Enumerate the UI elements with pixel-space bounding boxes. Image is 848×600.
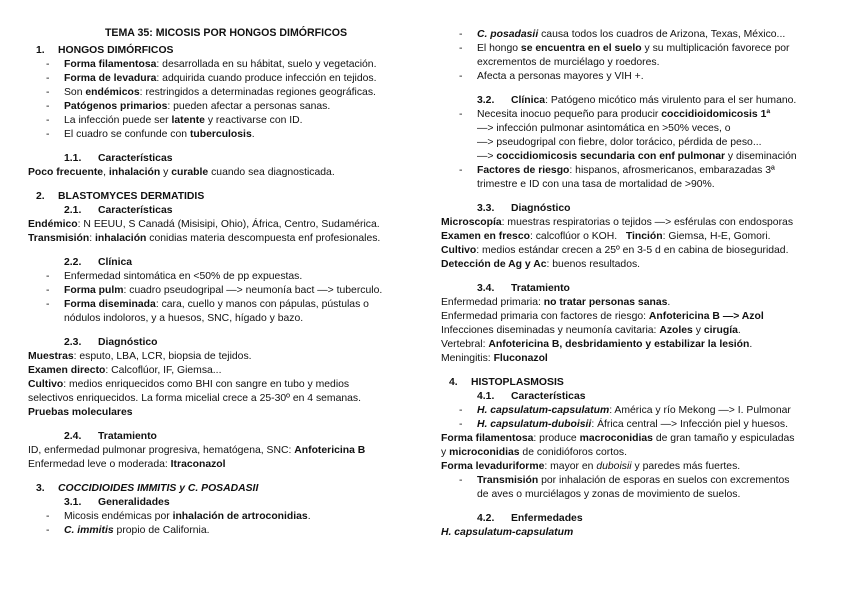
paragraph: Poco frecuente, inhalación y curable cuando sea diagnosticada.	[28, 167, 335, 178]
list-item: - H. capsulatum-duboisii: África central —> Infección piel y huesos.	[459, 419, 788, 430]
subsection-2-2-heading: 2.2. Clínica	[64, 257, 133, 268]
right-column	[441, 28, 829, 540]
subsection-3-2-heading: 3.2. Clínica: Patógeno micótico más virulento para el ser humano.	[477, 95, 797, 106]
subsection-4-2-heading: 4.2. Enfermedades	[477, 513, 583, 524]
subsection-2-4-heading: 2.4. Tratamiento	[64, 431, 157, 442]
paragraph: Endémico: N EEUU, S Canadá (Misisipi, Ohio), África, Centro, Sudamérica.	[28, 219, 380, 230]
subsection-4-1-heading: 4.1. Características	[477, 391, 586, 402]
list-item: - Factores de riesgo: hispanos, afrosmericanos, embarazadas 3ª trimestre e ID con una tasa de mortalidad de >90%.	[459, 165, 775, 190]
list-item: - Afecta a personas mayores y VIH +.	[459, 71, 644, 82]
paragraph: Examen directo: Calcoflúor, IF, Giemsa...	[28, 365, 222, 376]
paragraph: Detección de Ag y Ac: buenos resultados.	[441, 259, 641, 270]
paragraph: Pruebas moleculares	[28, 407, 133, 418]
paragraph: Infecciones diseminadas y neumonía cavitaria: Azoles y cirugía.	[441, 325, 741, 336]
list-item: - La infección puede ser latente y reactivarse con ID.	[46, 115, 303, 126]
paragraph: ID, enfermedad pulmonar progresiva, hematógena, SNC: Anfotericina B	[28, 445, 366, 456]
paragraph: Enfermedad primaria: no tratar personas sanas.	[441, 297, 671, 308]
paragraph: Examen en fresco: calcoflúor o KOH. Tinción: Giemsa, H-E, Gomori.	[441, 231, 771, 242]
section-4-heading: 4. HISTOPLASMOSIS	[449, 377, 564, 388]
list-item: - Forma filamentosa: desarrollada en su hábitat, suelo y vegetación.	[46, 59, 377, 70]
paragraph: Muestras: esputo, LBA, LCR, biopsia de tejidos.	[28, 351, 252, 362]
subsection-3-4-heading: 3.4. Tratamiento	[477, 283, 570, 294]
paragraph: Cultivo: medios enriquecidos como BHI con sangre en tubo y medios selectivos enriquecidos. La forma micelial crece a 25-30º en 4 semanas.	[28, 379, 361, 404]
left-column	[28, 26, 424, 538]
paragraph: Forma filamentosa: produce macroconidias de gran tamaño y espiculadas y microconidias de conidióforos cortos.	[441, 433, 795, 458]
subsection-2-3-heading: 2.3. Diagnóstico	[64, 337, 158, 348]
subsection-3-1-heading: 3.1. Generalidades	[64, 497, 170, 508]
paragraph: Enfermedad primaria con factores de riesgo: Anfotericina B —> Azol	[441, 311, 764, 322]
list-item: - Enfermedad sintomática en <50% de pp expuestas.	[46, 271, 303, 282]
section-1-heading: 1. HONGOS DIMÓRFICOS	[36, 45, 174, 56]
paragraph: Vertebral: Anfotericina B, desbridamiento y estabilizar la lesión.	[441, 339, 753, 350]
list-item: - El hongo se encuentra en el suelo y su multiplicación favorece por excrementos de murciélago y roedores.	[459, 43, 790, 68]
section-3-heading: 3. COCCIDIOIDES IMMITIS y C. POSADASII	[36, 483, 259, 494]
list-item: - Transmisión por inhalación de esporas en suelos con excrementos de aves o murciélagos y zonas de movimiento de suelos.	[459, 475, 790, 500]
document-title: TEMA 35: MICOSIS POR HONGOS DIMÓRFICOS	[104, 27, 348, 39]
paragraph: Microscopía: muestras respiratorias o tejidos —> esférulas con endosporas	[441, 217, 794, 228]
list-item: - Micosis endémicas por inhalación de artroconidias.	[46, 511, 311, 522]
list-item: - C. posadasii causa todos los cuadros de Arizona, Texas, México...	[459, 29, 786, 40]
list-item: - El cuadro se confunde con tuberculosis.	[46, 129, 255, 140]
list-item: - Forma pulm: cuadro pseudogripal —> neumonía bact —> tuberculo.	[46, 285, 383, 296]
paragraph: H. capsulatum-capsulatum	[441, 527, 574, 538]
paragraph: Transmisión: inhalación conidias materia descompuesta enf profesionales.	[28, 233, 381, 244]
list-item: - H. capsulatum-capsulatum: América y río Mekong —> I. Pulmonar	[459, 405, 791, 416]
paragraph: Enfermedad leve o moderada: Itraconazol	[28, 459, 226, 470]
list-item: - Son endémicos: restringidos a determinadas regiones geográficas.	[46, 87, 376, 98]
paragraph: Forma levaduriforme: mayor en duboisii y paredes más fuertes.	[441, 461, 741, 472]
subsection-2-1-heading: 2.1. Características	[64, 205, 173, 216]
subsection-3-3-heading: 3.3. Diagnóstico	[477, 203, 571, 214]
list-item: - Patógenos primarios: pueden afectar a personas sanas.	[46, 101, 331, 112]
list-item: - Forma diseminada: cara, cuello y manos con pápulas, pústulas o nódulos indoloros, y a huesos, SNC, hígado y bazo.	[46, 299, 369, 324]
paragraph: Meningitis: Fluconazol	[441, 353, 548, 364]
list-item: - Forma de levadura: adquirida cuando produce infección en tejidos.	[46, 73, 377, 84]
list-item: - Necesita inocuo pequeño para producir coccidioidomicosis 1ª —> infección pulmonar asintomática en >50% veces, o —> pseudogripal con fiebre, dolor torácico, pérdida de peso... —> coccidiomicosis secundaria con enf pulmonar y diseminación	[459, 109, 797, 162]
section-2-heading: 2. BLASTOMYCES DERMATIDIS	[36, 191, 205, 202]
list-item: - C. immitis propio de California.	[46, 525, 210, 536]
paragraph: Cultivo: medios estándar crecen a 25º en 3-5 d en cabina de bioseguridad.	[441, 245, 789, 256]
subsection-1-1-heading: 1.1. Características	[64, 153, 173, 164]
